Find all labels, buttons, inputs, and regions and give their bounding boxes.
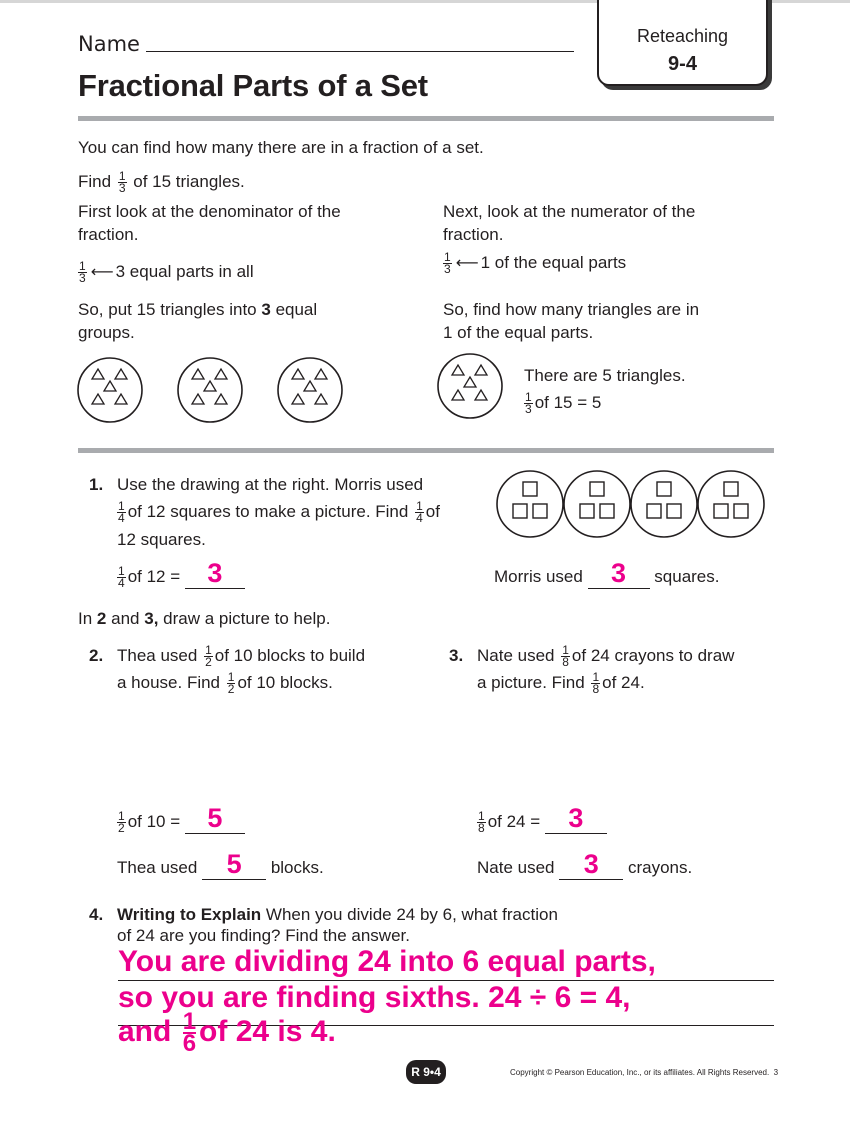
triangle-group-2 [178, 358, 242, 422]
morris-used-line: Morris used 3 squares. [494, 558, 720, 588]
thea-used-line: Thea used 5 blocks. [117, 849, 324, 879]
fraction-one-third-result: $\frac{1}{3}$ [525, 390, 532, 417]
problem-1-number: 1. [89, 475, 104, 494]
result-line2: $\frac{1}{3}$ of 15 = 5 [525, 390, 602, 417]
answer-blank[interactable] [559, 849, 623, 880]
square-group-3 [631, 471, 697, 537]
left-col-so-line1: So, put 15 triangles into 3 equal [78, 300, 318, 319]
problem-3-line2: a picture. Find $\frac{1}{8}$ of 24. [477, 670, 645, 697]
problem-1-line2: $\frac{1}{4}$ of 12 squares to make a picture. Find $\frac{1}{4}$ of [118, 499, 440, 526]
triangle-groups-drawing [70, 354, 360, 426]
right-col-line1: Next, look at the numerator of the [443, 202, 696, 221]
problem-2-line1: Thea used $\frac{1}{2}$ of 10 blocks to build [117, 643, 366, 670]
result-line1: There are 5 triangles. [524, 366, 686, 385]
page-title: Fractional Parts of a Set [78, 68, 428, 103]
tab-label: Reteaching [636, 26, 729, 46]
problem-1-line3: 12 squares. [117, 530, 206, 549]
intro-find [78, 170, 245, 194]
triangle-group-1 [78, 358, 142, 422]
problem-4-line1: Writing to Explain When you divide 24 by 6, what fraction [117, 905, 558, 924]
problem-2-number: 2. [89, 646, 104, 665]
left-col-line2: fraction. [78, 225, 139, 244]
problem-4-line2: of 24 are you finding? Find the answer. [117, 926, 410, 945]
problem-3-number: 3. [449, 646, 464, 665]
handwritten-answer: 5 [226, 849, 242, 879]
problem-2-line2: a house. Find $\frac{1}{2}$ of 10 blocks. [117, 670, 333, 697]
fraction-one-eighth: $\frac{1}{8}$ [592, 670, 600, 697]
fraction-one-third-left: $\frac{1}{3}$ [79, 259, 86, 286]
left-arrow-icon: ⟵ [455, 255, 479, 272]
left-col-line1: First look at the denominator of the [78, 202, 341, 221]
intro-line: You can find how many there are in a fraction of a set. [78, 138, 484, 157]
problem-1-line1: Use the drawing at the right. Morris used [117, 475, 424, 494]
fraction-one-half: $\frac{1}{2}$ [118, 809, 125, 836]
problem-3-line1: Nate used $\frac{1}{8}$ of 24 crayons to draw [477, 643, 735, 670]
problem-2-equation: $\frac{1}{2}$ of 10 = 5 [115, 808, 245, 834]
triangle-group-3 [278, 358, 342, 422]
single-triangle-group [434, 350, 506, 422]
right-col-line2: fraction. [443, 225, 504, 244]
fraction-one-half: $\frac{1}{2}$ [227, 670, 235, 697]
nate-used-line: Nate used 3 crayons. [477, 849, 693, 879]
square-group-1 [497, 471, 563, 537]
written-answer-line3: and $\frac{1}{6}$ of 24 is 4. [118, 1008, 336, 1057]
handwritten-answer: 3 [583, 849, 599, 879]
tab-number: 9-4 [668, 53, 697, 75]
handwritten-answer: 5 [207, 803, 223, 833]
answer-blank[interactable] [185, 558, 245, 589]
square-group-4 [698, 471, 764, 537]
left-arrow-icon: ⟵ [90, 264, 114, 281]
right-col-so-line1: So, find how many triangles are in [443, 300, 700, 319]
problem-4-number: 4. [89, 905, 104, 924]
answer-blank[interactable] [202, 849, 266, 880]
fraction-one-fourth: $\frac{1}{4}$ [118, 564, 125, 591]
fraction-one-third-right: $\frac{1}{3}$ [444, 250, 451, 277]
answer-blank[interactable] [185, 803, 245, 834]
fraction-one-sixth: $\frac{1}{6}$ [182, 1008, 197, 1057]
name-line [146, 51, 574, 52]
handwritten-answer: 3 [568, 803, 584, 833]
find-post: of 15 triangles. [133, 172, 245, 191]
square-group-2 [564, 471, 630, 537]
page-number: 3 [773, 1068, 779, 1077]
find-pre: Find [78, 172, 112, 191]
written-answer-line1: You are dividing 24 into 6 equal parts, [118, 945, 656, 978]
name-label: Name [78, 32, 140, 56]
square-groups-drawing [494, 466, 770, 542]
fraction-one-fourth: $\frac{1}{4}$ [416, 499, 423, 526]
denominator-arrow: $\frac{1}{3}$ ⟵ 3 equal parts in all [79, 259, 254, 286]
problem-3-equation: $\frac{1}{8}$ of 24 = 3 [475, 808, 607, 834]
section-divider-top [78, 116, 774, 121]
numerator-arrow: $\frac{1}{3}$ ⟵ 1 of the equal parts [444, 250, 627, 277]
fraction-one-eighth: $\frac{1}{8}$ [562, 643, 569, 670]
answer-blank[interactable] [545, 803, 607, 834]
handwritten-answer: 3 [207, 558, 223, 588]
copyright-notice: Copyright © Pearson Education, Inc., or its affiliates. All Rights Reserved. 3 [510, 1068, 779, 1077]
page-code-badge: R 9•4 [406, 1060, 446, 1084]
written-answer-line2: so you are finding sixths. 24 ÷ 6 = 4, [118, 981, 631, 1014]
fraction-one-third: $\frac{1}{3}$ [118, 169, 126, 196]
fraction-one-eighth: $\frac{1}{8}$ [478, 809, 485, 836]
problem-1-equation: $\frac{1}{4}$ of 12 = 3 [115, 563, 245, 589]
section-divider-middle [78, 448, 774, 453]
handwritten-answer: 3 [611, 558, 627, 588]
left-col-so-line2: groups. [78, 323, 135, 342]
reteaching-tab [597, 0, 768, 86]
right-col-so-line2: 1 of the equal parts. [443, 323, 594, 342]
fraction-one-fourth: $\frac{1}{4}$ [118, 499, 125, 526]
fraction-one-half: $\frac{1}{2}$ [205, 643, 212, 670]
answer-blank[interactable] [588, 558, 650, 589]
instruction-line: In 2 and 3, draw a picture to help. [78, 609, 331, 628]
